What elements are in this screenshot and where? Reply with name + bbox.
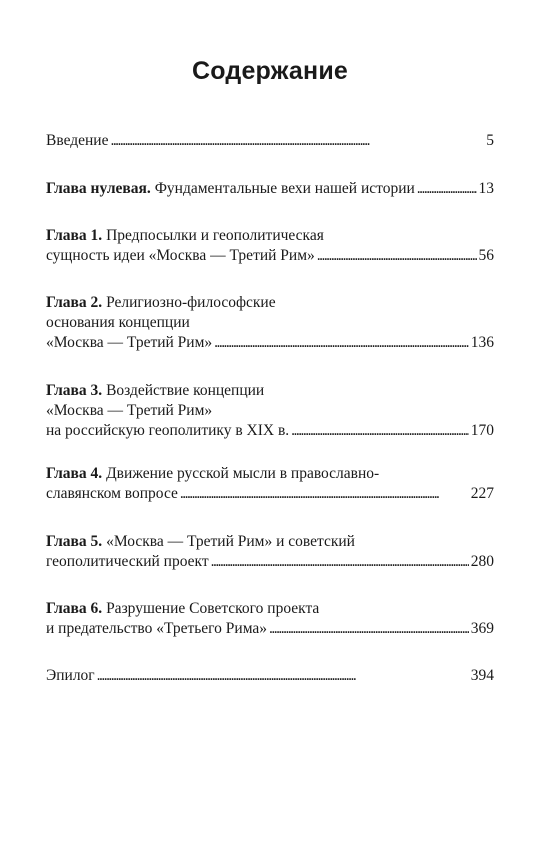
toc-entry-chapter-3 — [46, 381, 494, 441]
dot-leader — [417, 179, 477, 199]
chapter-label: Глава 4. — [46, 465, 103, 482]
entry-title-line: геополитический проект — [46, 553, 209, 570]
dot-leader — [269, 619, 469, 639]
entry-title-line: и предательство «Третьего Рима» — [46, 620, 268, 637]
chapter-label: Глава 6. — [46, 600, 103, 617]
entry-title: Фундаментальные вехи нашей истории — [150, 180, 415, 197]
dot-leader — [291, 421, 469, 441]
dot-leader — [214, 333, 469, 353]
entry-title-line: Предпосылки и геополитическая — [102, 227, 324, 244]
entry-title-line: «Москва — Третий Рим» и советский — [102, 533, 355, 550]
chapter-label: Глава 1. — [46, 227, 103, 244]
entry-title: Введение — [46, 132, 109, 149]
dot-leader — [110, 131, 484, 151]
page-number: 56 — [478, 247, 494, 264]
chapter-label: Глава 3. — [46, 382, 103, 399]
toc-entry-intro — [46, 131, 494, 151]
page-number: 227 — [470, 485, 494, 502]
entry-title-line: на российскую геополитику в XIX в. — [46, 422, 290, 439]
page-number: 280 — [470, 553, 494, 570]
entry-title-line: «Москва — Третий Рим» — [46, 402, 213, 419]
toc-entry-chapter-0 — [46, 179, 494, 199]
page-number: 394 — [470, 667, 494, 684]
entry-title-line: основания концепции — [46, 314, 190, 331]
toc-entry-chapter-1 — [46, 226, 494, 266]
dot-leader — [180, 484, 469, 504]
entry-title: Эпилог — [46, 667, 95, 684]
entry-title-line: славянском вопросе — [46, 485, 178, 502]
page-number: 170 — [470, 422, 494, 439]
entry-title-line: «Москва — Третий Рим» — [46, 334, 213, 351]
page-number: 13 — [478, 180, 494, 197]
dot-leader — [211, 552, 469, 572]
entry-title-line: Религиозно-философские — [102, 294, 276, 311]
page-title: Содержание — [191, 57, 349, 85]
entry-title-line: Воздействие концепции — [102, 382, 265, 399]
chapter-label: Глава 2. — [46, 294, 103, 311]
chapter-label: Глава нулевая. — [46, 180, 151, 197]
chapter-label: Глава 5. — [46, 533, 103, 550]
entry-title-line: Разрушение Советского проекта — [102, 600, 320, 617]
entry-title-line: Движение русской мысли в православно- — [102, 465, 380, 482]
page-number: 136 — [470, 334, 494, 351]
dot-leader — [317, 246, 477, 266]
page-number: 5 — [486, 132, 494, 149]
toc-entry-chapter-6 — [46, 599, 494, 639]
dot-leader — [97, 666, 469, 686]
toc-entry-chapter-4 — [46, 464, 494, 504]
toc-entry-chapter-2 — [46, 293, 494, 353]
toc-entry-chapter-5 — [46, 532, 494, 572]
page-number: 369 — [470, 620, 494, 637]
entry-title-line: сущность идеи «Москва — Третий Рим» — [46, 247, 315, 264]
toc-entry-epilogue — [46, 666, 494, 686]
